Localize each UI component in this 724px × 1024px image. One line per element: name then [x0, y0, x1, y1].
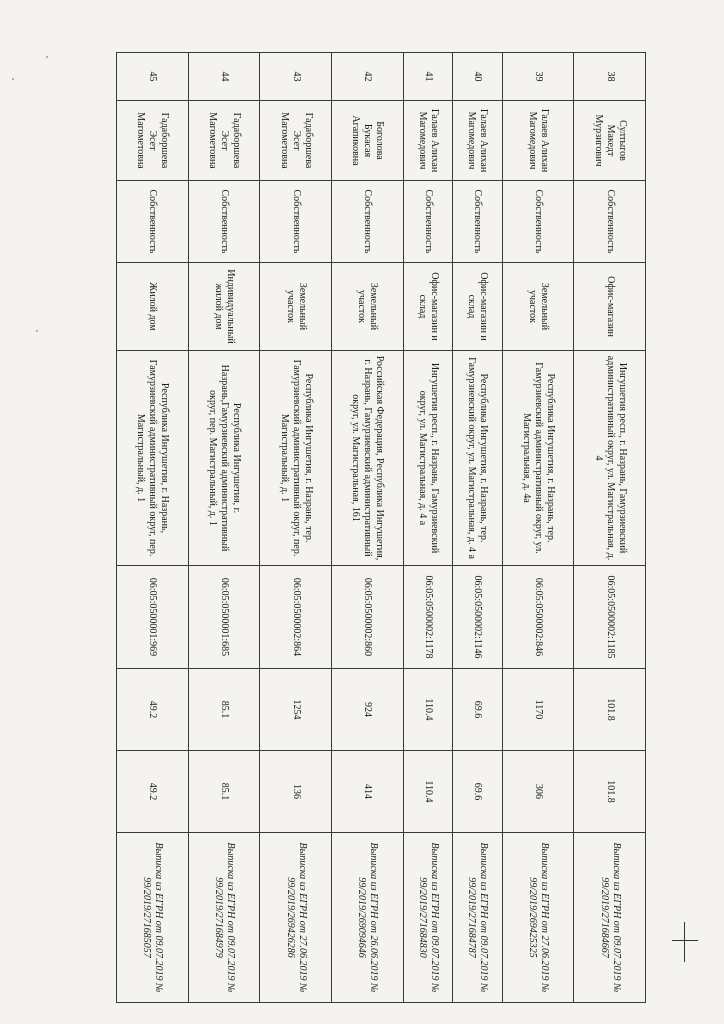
object-type-cell: Индивидуальный жилой дом — [188, 263, 260, 351]
object-type-cell: Земельный участок — [260, 263, 332, 351]
address-cell: Республика Ингушетия, г. Назрань, Гамурзиевский административный округ, пер. Магистральный, д. 1 — [117, 351, 189, 566]
scan-speck — [12, 78, 14, 80]
address-cell: Республика Ингушетия, г. Назрань, тер. Гамурзиевский административный округ, пер. Магистральный, д. 1 — [260, 351, 332, 566]
registered-area-cell: 101.8 — [574, 751, 646, 833]
owner-name-cell: Султыгов Македт Мурзигович — [574, 101, 646, 181]
right-type-cell: Собственность — [331, 181, 403, 263]
address-cell: Республика Ингушетия, г. Назрань, тер. Гамурзиевский округ, ул. Магистральная, д. 4 а — [453, 351, 503, 566]
address-cell: Республика Ингушетия, г. Назрань, тер. Гамурзиевский административный округ, ул. Магистральная, д. 4а — [502, 351, 574, 566]
object-type-cell: Офис-магазин — [574, 263, 646, 351]
cadastral-number-cell: 06:05:0500001:685 — [188, 566, 260, 669]
registered-area-cell: 110.4 — [403, 751, 453, 833]
row-number-cell: 45 — [117, 53, 189, 101]
egrn-extract-cell: Выписка из ЕГРН от 27.06.2019 № 99/2019/269425325 — [502, 833, 574, 1003]
area-cell: 69.6 — [453, 669, 503, 751]
object-type-cell: Земельный участок — [502, 263, 574, 351]
area-cell: 1170 — [502, 669, 574, 751]
table-row — [403, 53, 453, 1003]
registered-area-cell: 306 — [502, 751, 574, 833]
right-type-cell: Собственность — [260, 181, 332, 263]
table-row — [188, 53, 260, 1003]
right-type-cell: Собственность — [574, 181, 646, 263]
egrn-extract-cell: Выписка из ЕГРН от 09.07.2019 № 99/2019/271684979 — [188, 833, 260, 1003]
table-row — [260, 53, 332, 1003]
object-type-cell: Офис-магазин и склад — [403, 263, 453, 351]
egrn-extract-cell: Выписка из ЕГРН от 09.07.2019 № 99/2019/271685057 — [117, 833, 189, 1003]
area-cell: 924 — [331, 669, 403, 751]
row-number-cell: 39 — [502, 53, 574, 101]
object-type-cell: Жилой дом — [117, 263, 189, 351]
cadastral-number-cell: 06:05:0500001:969 — [117, 566, 189, 669]
right-type-cell: Собственность — [117, 181, 189, 263]
owner-name-cell: Гадаборшева Эсет Магометовна — [117, 101, 189, 181]
owner-name-cell: Галаев Алихан Магомедович — [453, 101, 503, 181]
row-number-cell: 42 — [331, 53, 403, 101]
table-row — [331, 53, 403, 1003]
registered-area-cell: 414 — [331, 751, 403, 833]
owner-name-cell: Гадаборшева Эсет Магометовна — [260, 101, 332, 181]
egrn-extract-cell: Выписка из ЕГРН от 27.06.2019 № 99/2019/269426286 — [260, 833, 332, 1003]
cadastral-number-cell: 06:05:0500002:1146 — [453, 566, 503, 669]
table-row — [574, 53, 646, 1003]
object-type-cell: Земельный участок — [331, 263, 403, 351]
egrn-extract-cell: Выписка из ЕГРН от 26.06.2019 № 99/2019/269094646 — [331, 833, 403, 1003]
address-cell: Республика Ингушетия, г. Назрань,Гамурзиевский административный округ, пер. Магистральный, д. 1 — [188, 351, 260, 566]
registered-area-cell: 136 — [260, 751, 332, 833]
address-cell: Ингушетия респ., г. Назрань, Гамурзиевский административный округ, ул. Магистральная, д. 4 — [574, 351, 646, 566]
right-type-cell: Собственность — [188, 181, 260, 263]
table-row — [502, 53, 574, 1003]
egrn-extract-cell: Выписка из ЕГРН от 09.07.2019 № 99/2019/271684830 — [403, 833, 453, 1003]
row-number-cell: 41 — [403, 53, 453, 101]
rotated-page — [116, 52, 646, 1002]
object-type-cell: Офис-магазин и склад — [453, 263, 503, 351]
row-number-cell: 40 — [453, 53, 503, 101]
owner-name-cell: Галаев Алихан Магомедович — [403, 101, 453, 181]
right-type-cell: Собственность — [453, 181, 503, 263]
address-cell: Ингушетия респ., г. Назрань, Гамурзиевский округ, ул. Магистральная, д. 4 а — [403, 351, 453, 566]
egrn-extract-cell: Выписка из ЕГРН от 09.07.2019 № 99/2019/271684787 — [453, 833, 503, 1003]
egrn-extract-cell: Выписка из ЕГРН от 09.07.2019 № 99/2019/271684667 — [574, 833, 646, 1003]
cadastral-number-cell: 06:05:0500002:846 — [502, 566, 574, 669]
table-row — [453, 53, 503, 1003]
row-number-cell: 38 — [574, 53, 646, 101]
row-number-cell: 43 — [260, 53, 332, 101]
cadastral-number-cell: 06:05:0500002:860 — [331, 566, 403, 669]
area-cell: 1254 — [260, 669, 332, 751]
registered-area-cell: 85.1 — [188, 751, 260, 833]
property-register-table — [116, 52, 646, 1003]
area-cell: 101.8 — [574, 669, 646, 751]
owner-name-cell: Боголова Букасая Агапиковна — [331, 101, 403, 181]
owner-name-cell: Галаев Алихан Магомедович — [502, 101, 574, 181]
table-row — [117, 53, 189, 1003]
owner-name-cell: Гадаборшева Эсет Магометовна — [188, 101, 260, 181]
registered-area-cell: 49.2 — [117, 751, 189, 833]
row-number-cell: 44 — [188, 53, 260, 101]
cadastral-number-cell: 06:05:0500002:864 — [260, 566, 332, 669]
area-cell: 85.1 — [188, 669, 260, 751]
area-cell: 110.4 — [403, 669, 453, 751]
scan-speck — [36, 330, 38, 332]
area-cell: 49.2 — [117, 669, 189, 751]
scan-speck — [46, 56, 48, 58]
registered-area-cell: 69.6 — [453, 751, 503, 833]
address-cell: Российская Федерация, Республика Ингушетия, г. Назрань, Гамурзиевский административный округ, ул. Магистральная, 161 — [331, 351, 403, 566]
cadastral-number-cell: 06:05:0500002:1178 — [403, 566, 453, 669]
right-type-cell: Собственность — [403, 181, 453, 263]
registration-mark — [672, 922, 698, 962]
cadastral-number-cell: 06:05:0500002:1185 — [574, 566, 646, 669]
right-type-cell: Собственность — [502, 181, 574, 263]
